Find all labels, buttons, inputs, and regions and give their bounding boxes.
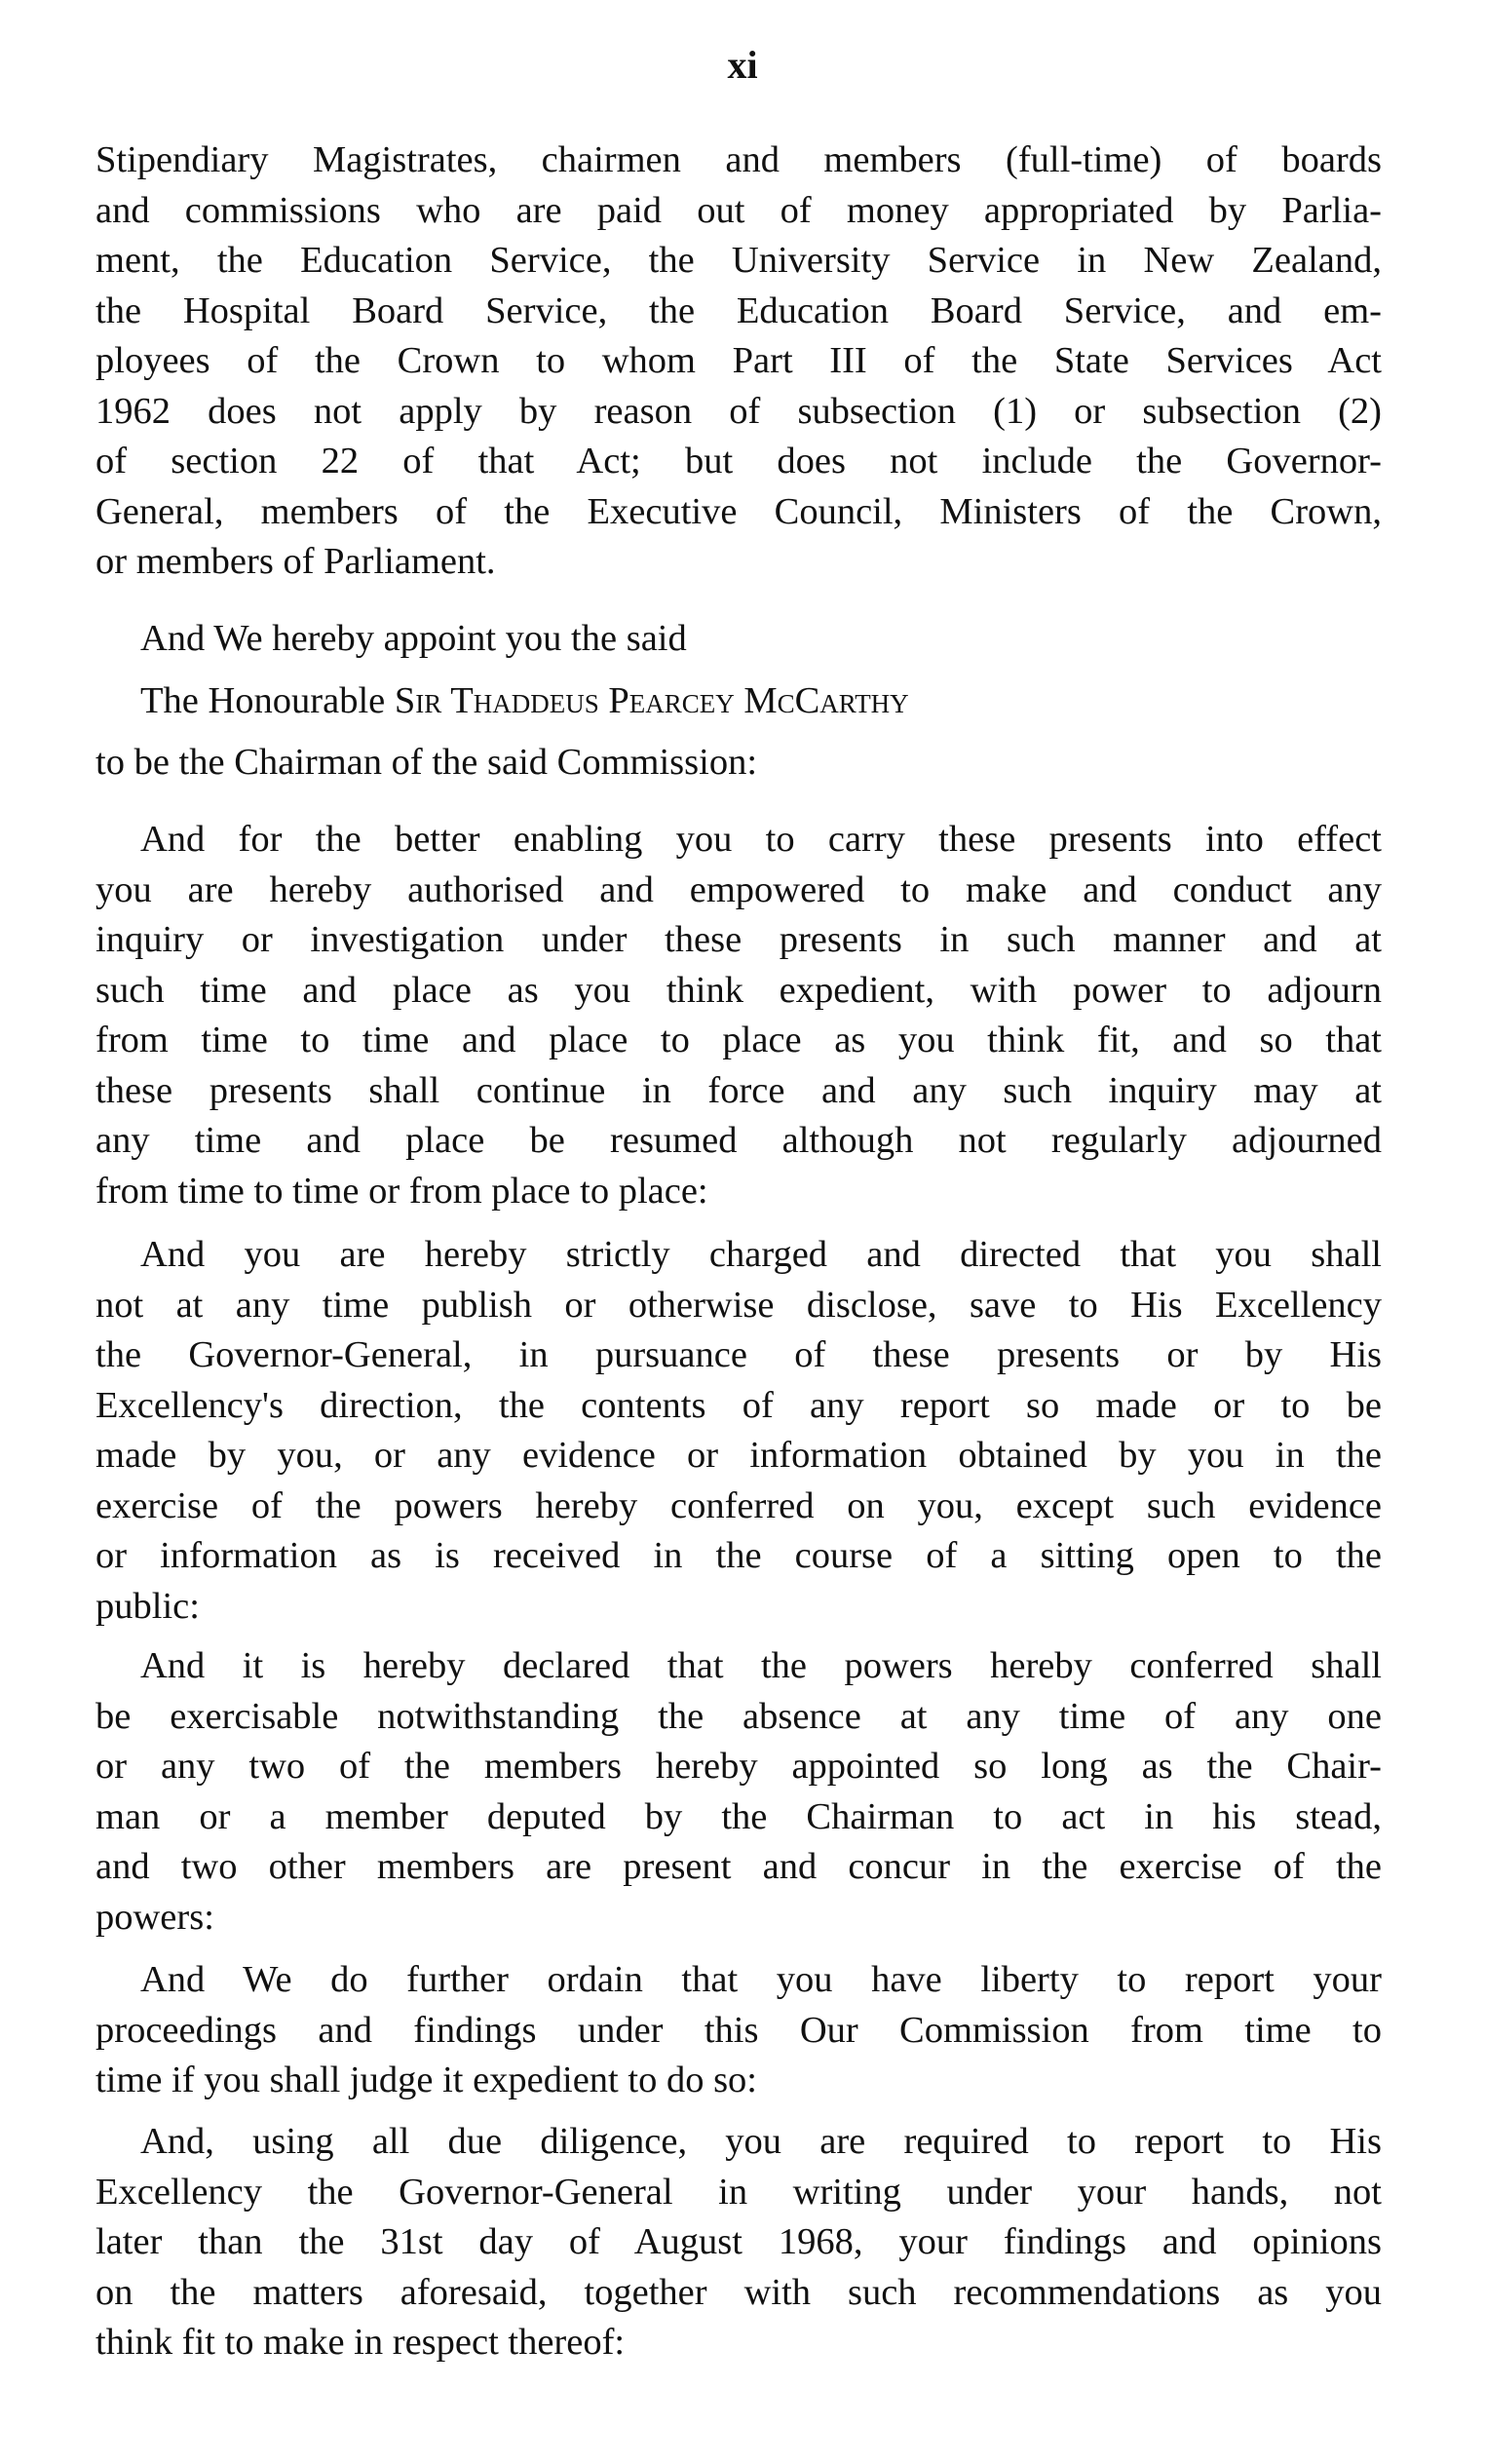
text-line: And you are hereby strictly charged and directed that you shall bbox=[140, 1234, 1382, 1275]
text-line: any time and place be resumed although not regularly adjourned bbox=[95, 1120, 1382, 1161]
paragraph-report-deadline bbox=[95, 2117, 1382, 2368]
text-line: man or a member deputed by the Chairman to act in his stead, bbox=[95, 1795, 1382, 1837]
text-line: from time to time or from place to place: bbox=[95, 1170, 708, 1212]
text-line: powers: bbox=[95, 1896, 214, 1938]
text-line: such time and place as you think expedient, with power to adjourn bbox=[95, 969, 1382, 1011]
text-line: Stipendiary Magistrates, chairmen and members (full-time) of boards bbox=[95, 139, 1382, 180]
text-line: or members of Parliament. bbox=[95, 541, 496, 582]
text-line: And, using all due diligence, you are required to report to His bbox=[140, 2121, 1382, 2162]
text-line: the Hospital Board Service, the Education Board Service, and em- bbox=[95, 289, 1382, 331]
text-line: And it is hereby declared that the powers hereby conferred shall bbox=[140, 1645, 1382, 1686]
text-line: ment, the Education Service, the University Service in New Zealand, bbox=[95, 240, 1382, 281]
text-line: public: bbox=[95, 1585, 200, 1627]
text-line: or information as is received in the course of a sitting open to the bbox=[95, 1535, 1382, 1576]
text-line: be exercisable notwithstanding the absence at any time of any one bbox=[95, 1695, 1382, 1737]
text-line: And We hereby appoint you the said bbox=[140, 618, 687, 659]
text-line: you are hereby authorised and empowered to make and conduct any bbox=[95, 868, 1382, 910]
text-line: and two other members are present and concur in the exercise of the bbox=[95, 1846, 1382, 1887]
text-line: General, members of the Executive Council, Ministers of the Crown, bbox=[95, 490, 1382, 532]
appointee-prefix: The Honourable bbox=[140, 679, 395, 721]
text-line: and commissions who are paid out of money appropriated by Parlia- bbox=[95, 189, 1382, 231]
text-line: Excellency's direction, the contents of any report so made or to be bbox=[95, 1384, 1382, 1426]
page-number: xi bbox=[727, 43, 758, 87]
text-line: made by you, or any evidence or information obtained by you in the bbox=[95, 1435, 1382, 1476]
text-line: not at any time publish or otherwise disclose, save to His Excellency bbox=[95, 1284, 1382, 1326]
text-line: the Governor-General, in pursuance of these presents or by His bbox=[95, 1334, 1382, 1375]
text-line: to be the Chairman of the said Commission: bbox=[95, 742, 758, 783]
text-line: later than the 31st day of August 1968, your findings and opinions bbox=[95, 2221, 1382, 2262]
text-line: think fit to make in respect thereof: bbox=[95, 2322, 626, 2363]
paragraph-quorum bbox=[95, 1641, 1382, 1943]
text-line: or any two of the members hereby appointed so long as the Chair- bbox=[95, 1746, 1382, 1787]
text-line: on the matters aforesaid, together with such recommendations as you bbox=[95, 2271, 1382, 2313]
text-line: these presents shall continue in force and any such inquiry may at bbox=[95, 1069, 1382, 1111]
text-line: from time to time and place to place as you think fit, and so that bbox=[95, 1020, 1382, 1060]
text-line: exercise of the powers hereby conferred on you, except such evidence bbox=[95, 1484, 1382, 1526]
text-line: 1962 does not apply by reason of subsection (1) or subsection (2) bbox=[95, 390, 1382, 432]
text-line: inquiry or investigation under these presents in such manner and at bbox=[95, 919, 1382, 960]
paragraph-definitions bbox=[95, 135, 1382, 588]
paragraph-confidentiality bbox=[95, 1230, 1382, 1632]
text-line: And We do further ordain that you have liberty to report your bbox=[140, 1959, 1382, 2000]
appointee-name: Sir Thaddeus Pearcey McCarthy bbox=[394, 679, 909, 721]
text-line: time if you shall judge it expedient to do so: bbox=[95, 2060, 757, 2100]
paragraph-powers bbox=[95, 815, 1382, 1216]
appointee-line bbox=[95, 676, 1382, 727]
text-line: proceedings and findings under this Our Commission from time to bbox=[95, 2009, 1382, 2051]
text-line: ployees of the Crown to whom Part III of the State Services Act bbox=[95, 340, 1382, 381]
paragraph-appointment bbox=[95, 614, 1382, 789]
paragraph-liberty-to-report bbox=[95, 1955, 1382, 2106]
text-line: Excellency the Governor-General in writing under your hands, not bbox=[95, 2171, 1382, 2213]
text-line: of section 22 of that Act; but does not include the Governor- bbox=[95, 441, 1382, 481]
text-line: And for the better enabling you to carry these presents into effect bbox=[140, 819, 1382, 860]
